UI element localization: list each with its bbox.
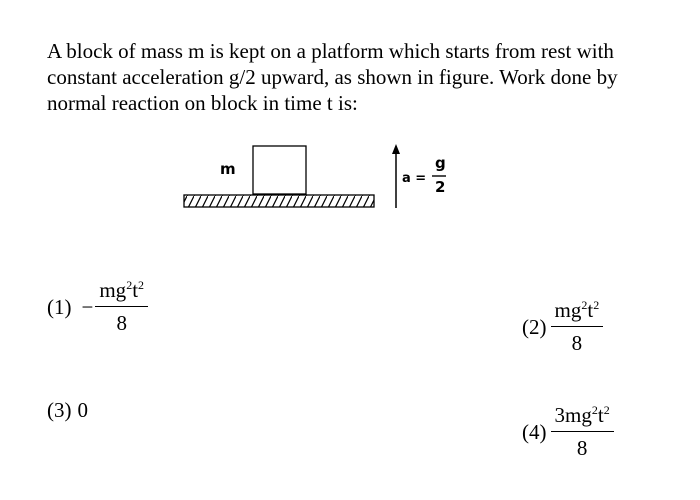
accel-numerator: g xyxy=(435,154,446,172)
option-4-denominator: 8 xyxy=(576,436,588,460)
option-4[interactable] xyxy=(522,403,614,461)
option-2-numerator: $mg^2t^2$ xyxy=(551,298,604,327)
accel-denominator: 2 xyxy=(435,178,446,196)
arrowhead-icon xyxy=(392,144,400,154)
platform xyxy=(184,195,374,207)
option-4-numerator: $3mg^2t^2$ xyxy=(551,403,614,432)
option-2[interactable] xyxy=(522,298,603,356)
option-1-numerator: $mg^2t^2$ xyxy=(95,278,148,307)
option-1-fraction xyxy=(95,278,148,336)
accel-label: a = xyxy=(402,171,427,186)
question-text: A block of mass m is kept on a platform which starts from rest with constant acceleration g/2 upward, as shown in figure. Work done by normal reaction on block in time t is: xyxy=(47,39,618,115)
option-3-value: 0 xyxy=(77,398,88,422)
option-4-fraction xyxy=(551,403,614,461)
platform-figure xyxy=(180,140,480,215)
option-2-number: (2) xyxy=(522,314,547,339)
option-2-denominator: 8 xyxy=(571,331,583,355)
option-4-number: (4) xyxy=(522,419,547,444)
option-1-denominator: 8 xyxy=(116,311,127,335)
option-1-number: (1) xyxy=(47,294,72,319)
block xyxy=(253,146,306,194)
option-1[interactable] xyxy=(47,278,148,336)
option-3[interactable] xyxy=(47,398,88,423)
option-1-sign: − xyxy=(81,294,94,319)
mass-label: m xyxy=(220,160,236,178)
option-3-number: (3) xyxy=(47,398,72,422)
option-2-fraction xyxy=(551,298,604,356)
